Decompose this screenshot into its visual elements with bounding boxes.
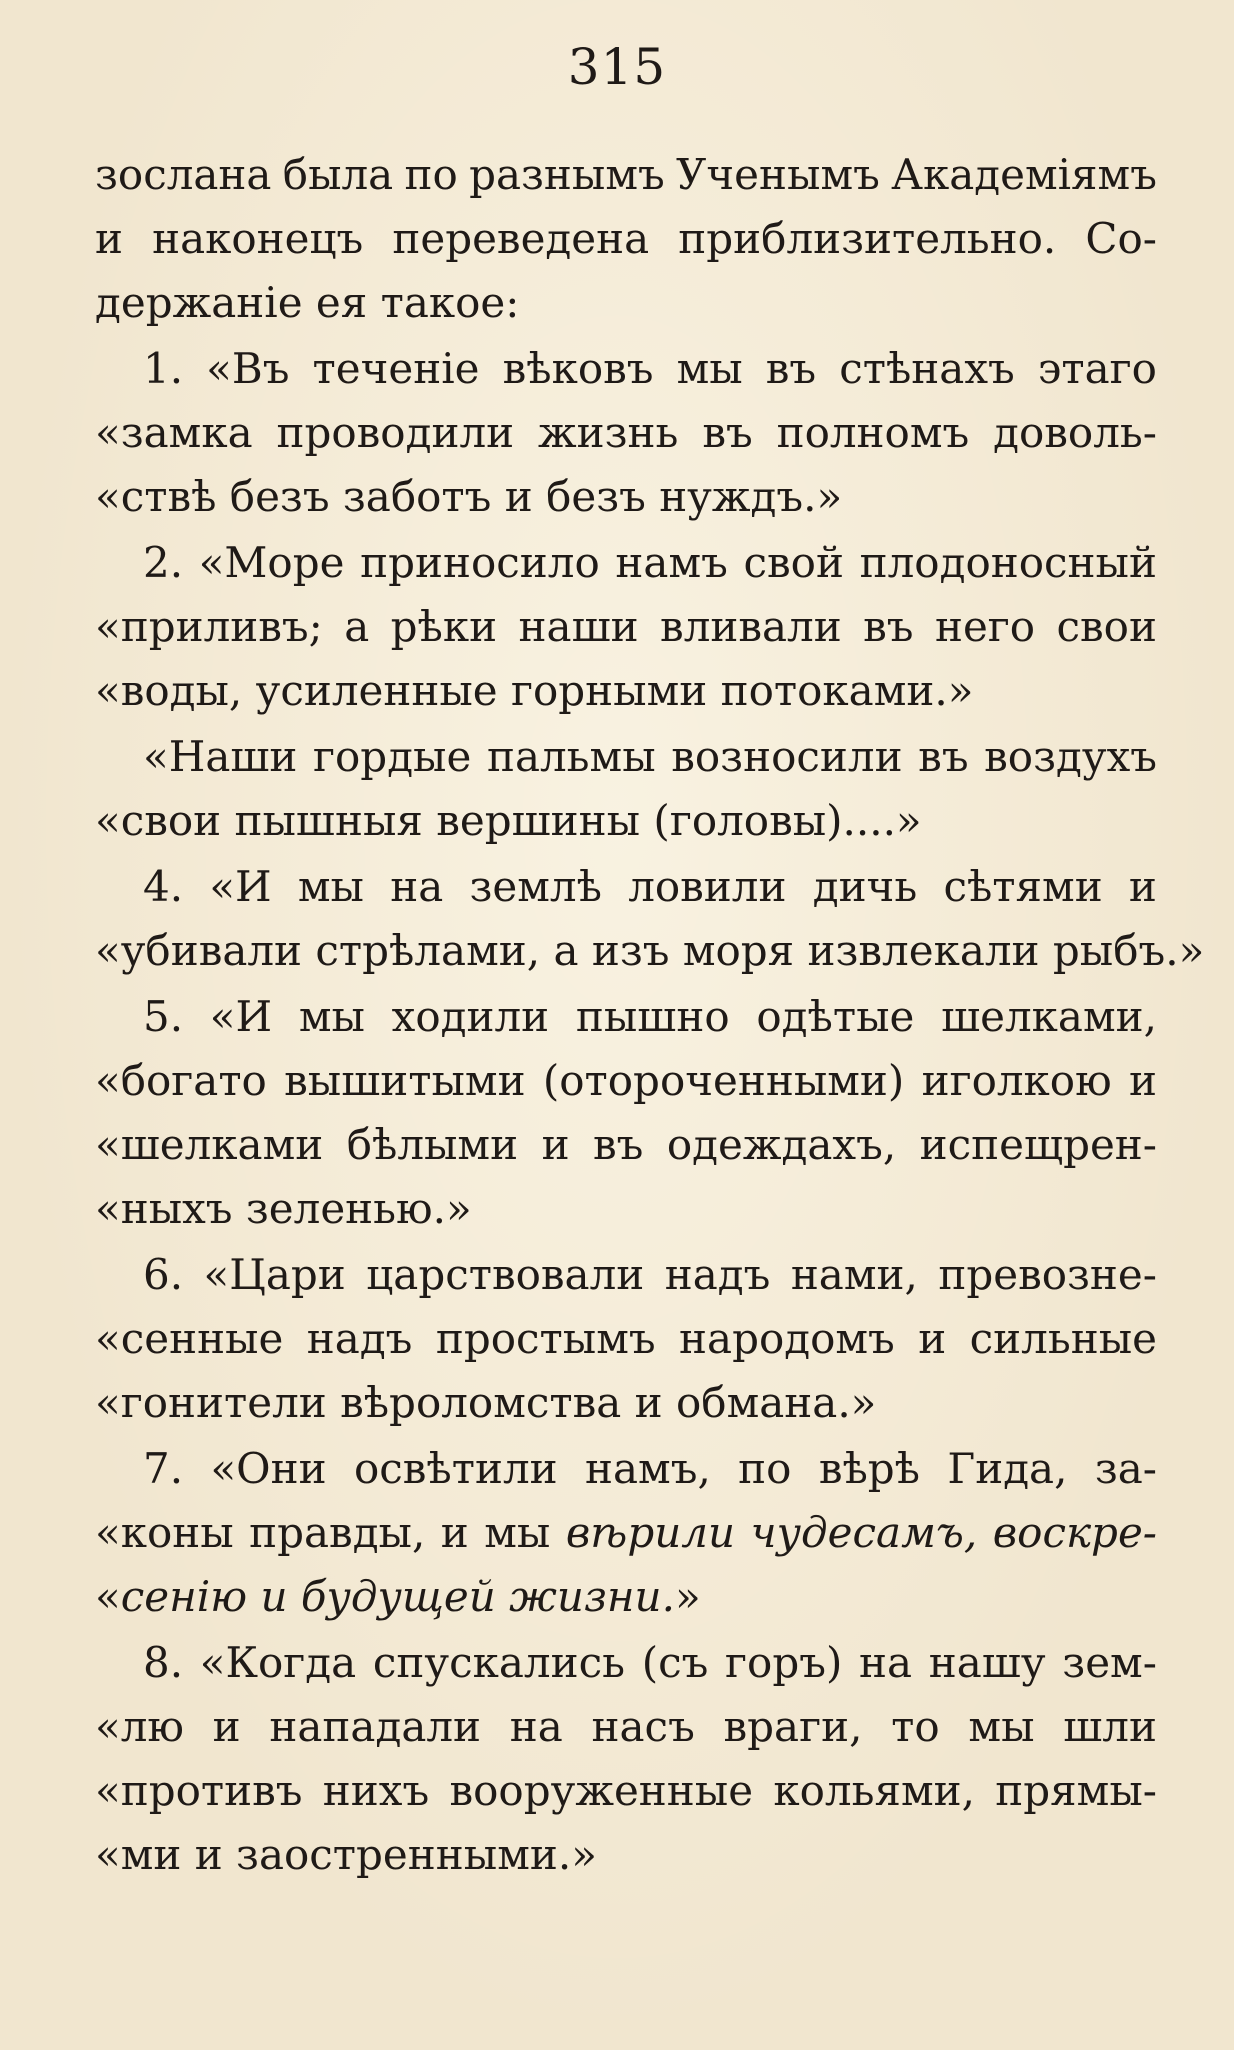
text-word: по: [404, 150, 458, 199]
text-line: [95, 1505, 1157, 1561]
text-word: стѣнахъ: [839, 344, 1015, 393]
text-word: намъ,: [585, 1444, 711, 1493]
text-word: (отороченными): [542, 1056, 905, 1105]
text-word: насъ: [591, 1702, 695, 1751]
text-word: приблизительно.: [678, 214, 1057, 263]
text-word: возносили: [671, 732, 903, 781]
text-word: ловили: [628, 862, 787, 911]
text-word: пышно: [575, 992, 730, 1041]
text-word: превозне-: [938, 1250, 1157, 1299]
text-line: [143, 341, 1157, 397]
text-line: [95, 1181, 1157, 1237]
text-line: [95, 1117, 1157, 1173]
text-word: 7.: [143, 1444, 184, 1493]
text-word: рѣки: [390, 602, 498, 651]
text-line: [95, 469, 1157, 525]
text-word: вооруженные: [449, 1766, 754, 1815]
text-word: нашу: [928, 1638, 1046, 1687]
text-line: [95, 211, 1157, 267]
text-word: «коны: [95, 1508, 234, 1557]
text-word: кольями,: [773, 1766, 975, 1815]
text-word: «замка: [95, 408, 253, 457]
text-word: «Они: [210, 1444, 327, 1493]
text-word: Гида,: [947, 1444, 1068, 1493]
text-segment: «гонители вѣроломства и обмана.»: [95, 1378, 877, 1427]
text-line: [95, 1763, 1157, 1819]
text-word: воздухъ: [984, 732, 1157, 781]
text-word: «Когда: [199, 1638, 357, 1687]
text-segment: держаніе ея такое:: [95, 278, 520, 327]
text-word: намъ: [615, 538, 728, 587]
text-word: «лю: [95, 1702, 184, 1751]
text-line: [95, 923, 1205, 979]
text-word: прямы-: [995, 1766, 1157, 1815]
text-word: и: [95, 214, 123, 263]
text-line: [95, 1699, 1157, 1755]
text-word: сильные: [969, 1314, 1157, 1363]
text-word: зослана: [95, 150, 272, 199]
text-word: наконецъ: [152, 214, 364, 263]
text-word: приносило: [360, 538, 600, 587]
text-word: иголкою: [921, 1056, 1112, 1105]
text-line: [143, 1635, 1157, 1691]
text-word: въ: [765, 344, 817, 393]
text-word: жизнь: [538, 408, 679, 457]
text-word: сѣтями: [943, 862, 1103, 911]
text-word: мы: [676, 344, 743, 393]
text-word: «сенные: [95, 1314, 284, 1363]
text-segment: «убивали стрѣлами, а изъ моря извлекали рыбъ.»: [95, 926, 1205, 975]
text-word: по: [738, 1444, 792, 1493]
text-word: «противъ: [95, 1766, 303, 1815]
text-word: вѣковъ: [502, 344, 654, 393]
text-word: чудесамъ,: [750, 1508, 978, 1557]
text-word: (съ: [641, 1638, 709, 1687]
text-word: «Море: [198, 538, 345, 587]
text-segment: «ныхъ зеленью.»: [95, 1184, 472, 1233]
text-line: [95, 1569, 1157, 1625]
text-word: пальмы: [486, 732, 656, 781]
text-word: враги,: [723, 1702, 863, 1751]
text-word: мы: [297, 862, 364, 911]
text-word: этаго: [1037, 344, 1157, 393]
text-word: надъ: [306, 1314, 413, 1363]
text-line: [95, 599, 1157, 655]
text-line: [143, 1441, 1157, 1497]
text-line: [143, 729, 1157, 785]
text-word: а: [344, 602, 370, 651]
text-word: то: [891, 1702, 940, 1751]
text-word: и: [1128, 862, 1157, 911]
text-word: на: [509, 1702, 563, 1751]
text-word: Академіямъ: [891, 150, 1157, 199]
text-segment: «: [95, 1572, 121, 1621]
text-word: шелками,: [941, 992, 1157, 1041]
text-word: дичь: [812, 862, 918, 911]
text-word: вышитыми: [284, 1056, 526, 1105]
text-word: и: [440, 1508, 469, 1557]
text-word: «Въ: [206, 344, 290, 393]
text-word: него: [934, 602, 1036, 651]
text-line: [143, 989, 1157, 1045]
text-word: вѣрѣ: [818, 1444, 921, 1493]
text-segment: «свои пышныя вершины (головы)....»: [95, 796, 922, 845]
text-line: [143, 859, 1157, 915]
text-word: «приливъ;: [95, 602, 323, 651]
text-word: полномъ: [776, 408, 970, 457]
text-word: на: [859, 1638, 913, 1687]
text-word: и: [918, 1314, 947, 1363]
text-word: въ: [863, 602, 914, 651]
text-word: «И: [209, 992, 273, 1041]
text-word: мы: [298, 992, 365, 1041]
text-segment: «ствѣ безъ заботъ и безъ нуждъ.»: [95, 472, 843, 521]
text-word: въ: [918, 732, 969, 781]
text-word: нихъ: [322, 1766, 430, 1815]
text-word: доволь-: [993, 408, 1157, 457]
text-line: [95, 1827, 1157, 1883]
text-word: мы: [484, 1508, 551, 1557]
text-word: простымъ: [435, 1314, 656, 1363]
text-word: и: [212, 1702, 241, 1751]
text-word: свои: [1056, 602, 1157, 651]
text-word: царствовали: [366, 1250, 645, 1299]
text-word: ходили: [391, 992, 550, 1041]
text-word: теченіе: [312, 344, 480, 393]
text-word: горъ): [725, 1638, 843, 1687]
text-word: бѣлыми: [346, 1120, 519, 1169]
text-word: плодоносный: [859, 538, 1157, 587]
text-word: нами,: [790, 1250, 918, 1299]
text-word: въ: [593, 1120, 644, 1169]
text-line: [95, 275, 1157, 331]
text-word: одеждахъ,: [666, 1120, 897, 1169]
text-word: «богато: [95, 1056, 267, 1105]
text-word: вѣрили: [565, 1508, 736, 1557]
text-word: въ: [702, 408, 753, 457]
text-word: 4.: [143, 862, 184, 911]
text-segment: »: [674, 1572, 701, 1621]
text-word: 2.: [143, 538, 184, 587]
text-word: Ученымъ: [676, 150, 880, 199]
text-line: [95, 793, 1157, 849]
text-word: наши: [518, 602, 639, 651]
text-word: испещрен-: [919, 1120, 1157, 1169]
text-word: спускались: [372, 1638, 625, 1687]
text-word: «Цари: [203, 1250, 346, 1299]
text-word: была: [282, 150, 394, 199]
text-word: землѣ: [469, 862, 602, 911]
text-word: шли: [1063, 1702, 1157, 1751]
text-word: 1.: [143, 344, 184, 393]
text-word: 8.: [143, 1638, 184, 1687]
text-segment: «ми и заостренными.»: [95, 1830, 597, 1879]
text-word: переведена: [392, 214, 650, 263]
text-line: [95, 1311, 1157, 1367]
text-word: освѣтили: [353, 1444, 558, 1493]
text-line: [95, 1053, 1157, 1109]
text-segment: сенію и будущей жизни.: [120, 1572, 675, 1621]
text-word: свой: [743, 538, 844, 587]
text-word: «Наши: [143, 732, 298, 781]
text-word: «шелками: [95, 1120, 324, 1169]
text-word: и: [1128, 1056, 1157, 1105]
text-word: гордые: [313, 732, 472, 781]
text-word: надъ: [664, 1250, 771, 1299]
text-line: [143, 1247, 1157, 1303]
text-word: Со-: [1085, 214, 1157, 263]
text-word: нападали: [269, 1702, 482, 1751]
text-word: воскре-: [992, 1508, 1157, 1557]
text-word: народомъ: [679, 1314, 895, 1363]
text-word: 6.: [143, 1250, 184, 1299]
text-word: одѣтые: [756, 992, 915, 1041]
text-line: [95, 147, 1157, 203]
text-word: «И: [209, 862, 272, 911]
text-line: [95, 405, 1157, 461]
text-word: и: [541, 1120, 570, 1169]
text-word: проводили: [276, 408, 515, 457]
text-word: вливали: [660, 602, 842, 651]
text-word: за-: [1094, 1444, 1157, 1493]
text-word: зем-: [1062, 1638, 1157, 1687]
text-word: правды,: [249, 1508, 426, 1557]
text-line: [95, 1375, 1157, 1431]
text-line: [95, 663, 1157, 719]
text-word: 5.: [143, 992, 184, 1041]
text-word: на: [390, 862, 444, 911]
text-segment: «воды, усиленные горными потоками.»: [95, 666, 974, 715]
text-word: мы: [968, 1702, 1035, 1751]
text-word: разнымъ: [469, 150, 665, 199]
text-line: [143, 535, 1157, 591]
page-number: 315: [567, 38, 667, 96]
